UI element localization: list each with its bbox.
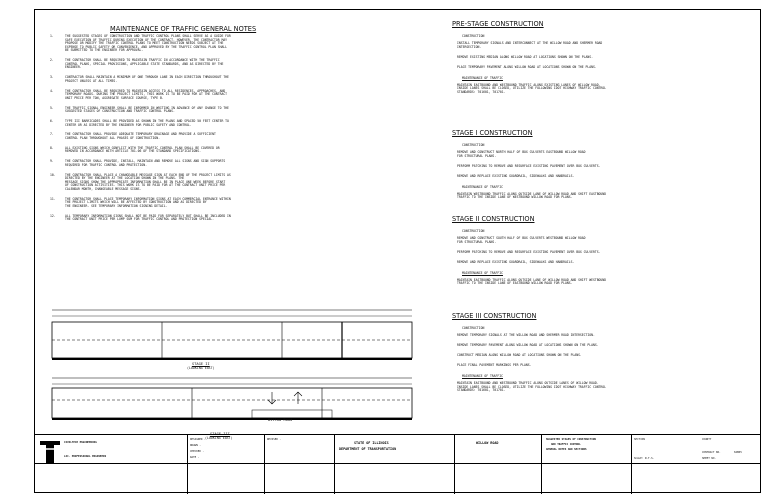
sheet-title-3: GENERAL NOTES AND SECTIONS bbox=[546, 448, 587, 451]
note-text: THE CONTRACTOR SHALL PROVIDE ADEQUATE TEMPORARY DRAINAGE AND PROVIDE A SUFFICIENT CONTROL PLAN THROUGHOUT ALL PHASES OF CONSTRUCTION. bbox=[65, 132, 216, 140]
general-notes-title: MAINTENANCE OF TRAFFIC GENERAL NOTES bbox=[110, 25, 257, 33]
stage-item: PLACE TEMPORARY PAVEMENT ALONG WILLOW ROAD AT LOCATIONS SHOWN ON THE PLANS. bbox=[457, 64, 597, 69]
note-text: ALL TEMPORARY INFORMATION SIGNS SHALL NOT BE PAID FOR SEPARATELY BUT SHALL BE INCLUDED IN THE CONTRACT UNIT PRICE PER LUMP SUM FOR TRAFFIC CONTROL AND PROTECTION SPECIAL. bbox=[65, 213, 231, 222]
stage-subheading: CONSTRUCTION bbox=[462, 229, 485, 233]
stage-subheading: MAINTENANCE OF TRAFFIC bbox=[462, 184, 503, 189]
route-name: WILLOW ROAD bbox=[476, 441, 499, 445]
firm-logo-icon bbox=[40, 441, 60, 463]
note-number: 4. bbox=[50, 88, 54, 93]
firm-license: LIC. PROFESSIONAL ENGINEERS bbox=[64, 455, 107, 458]
note-text: THE CONTRACTOR SHALL PLACE A CHANGEABLE MESSAGE SIGN AT EACH END OF THE PROJECT LIMITS AS DIRECTED BY THE ENGINEER AT THE LOCATION SHOWN IN THE PLANS. THE MESSAGE SIGNS SHOW THE APPROPRIATE INFORMATION SHALL BE IN PLACE ONE WEEK BEFORE START OF CONSTRUCTION ACTIVITIES. THIS WORK IS TO BE PAID FOR AT THE CONTRACT UNIT PRICE PER CALENDAR MONTH, CHANGEABLE MESSAGE SIGNS. bbox=[65, 172, 231, 191]
title-block bbox=[34, 434, 761, 494]
sheet-no-label: SHEET NO. bbox=[702, 457, 717, 460]
stage-title: PRE-STAGE CONSTRUCTION bbox=[452, 20, 544, 28]
stage-item: CONSTRUCT MEDIAN ALONG WILLOW ROAD AT LOCATIONS SHOWN ON THE PLANS. bbox=[457, 353, 582, 357]
stage-item: REMOVE AND REPLACE EXISTING GUARDRAIL, SIDEWALKS AND HANDRAILS. bbox=[457, 259, 575, 264]
road-label: Willow Road bbox=[268, 418, 293, 422]
date-label: DATE - bbox=[190, 456, 200, 459]
note-text: THE CONTRACTOR SHALL PLACE TEMPORARY INFORMATION SIGNS AT EACH COMMERCIAL ENTRANCE WITHIN THE PROJECT LIMITS WHICH WILL BE AFFECTED BY CONSTRUCTION AND AS DIRECTED BY THE ENGINEER. SEE TEMPORARY INFORMATION SIGNING DETAIL. bbox=[65, 196, 231, 208]
stage-title: STAGE I CONSTRUCTION bbox=[452, 129, 533, 137]
section-sub-2: (LOOKING EAST) bbox=[205, 436, 233, 440]
note-number: 2. bbox=[50, 58, 54, 63]
note-number: 6. bbox=[50, 119, 54, 123]
note-text: THE CONTRACTOR SHALL PROVIDE, INSTALL, MAINTAIN AND REMOVE ALL SIGNS AND SIGN SUPPORTS REQUIRED FOR TRAFFIC CONTROL AND PROTECTION. bbox=[65, 159, 226, 167]
note-number: 12. bbox=[50, 213, 56, 218]
arrow-down bbox=[268, 392, 276, 404]
stage-item: REMOVE AND CONSTRUCT NORTH HALF OF BOX CULVERTS EASTBOUND WILLOW ROAD FOR STRUCTURAL PLANS. bbox=[457, 150, 586, 158]
scale-label: SCALE: N.T.S. bbox=[634, 457, 655, 460]
stage-item: PERFORM PATCHING TO REMOVE AND RESURFACE EXISTING PAVEMENT OVER BOX CULVERTS. bbox=[457, 249, 601, 254]
stage-item: INSTALL TEMPORARY SIGNALS AND INTERCONNECT AT THE WILLOW ROAD AND SHERMER ROAD INTERSECTION. bbox=[457, 41, 603, 49]
sheet-title-2: AND TRAFFIC CONTROL bbox=[551, 443, 581, 446]
designed-label: DESIGNED - bbox=[190, 438, 206, 441]
culvert-section-2 bbox=[52, 388, 412, 418]
stage-item: MAINTAIN WESTBOUND TRAFFIC ALONG OUTSIDE LANE OF WILLOW ROAD AND SHIFT EASTBOUND TRAFFIC TO THE INSIDE LANE OF WESTBOUND WILLOW ROAD FOR PLANS. bbox=[457, 191, 607, 200]
note-text: ALL EXISTING SIGNS WHICH CONFLICT WITH THE TRAFFIC CONTROL PLAN SHALL BE COVERED OR REMOVED IN ACCORDANCE WITH ARTICLE 701.06 OF THE STANDARD SPECIFICATIONS. bbox=[65, 145, 220, 154]
stage-item: MAINTAIN EASTBOUND AND WESTBOUND TRAFFIC ALONG EXISTING LANES OF WILLOW ROAD. INSIDE LANES SHALL BE CLOSED, UTILIZE THE FOLLOWING IDOT HIGHWAY TRAFFIC CONTROL STANDARDS: 701601, 701701. bbox=[457, 82, 607, 94]
note-text: TYPE III BARRICADES SHALL BE PROVIDED AS SHOWN IN THE PLANS AND SPACED 50 FEET CENTER TO CENTER OR AS DIRECTED BY THE ENGINEER FOR PUBLIC SAFETY AND CONTROL. bbox=[65, 119, 229, 127]
cross-section-drawings bbox=[42, 300, 432, 432]
stage-subheading: CONSTRUCTION bbox=[462, 326, 485, 330]
note-text: THE SUGGESTED STAGES OF CONSTRUCTION AND TRAFFIC CONTROL PLANS SHALL SERVE AS A GUIDE FOR SAFE EXECUTION OF TRAFFIC DURING EXECUTION OF THE CONTRACT. HOWEVER, THE CONTRACTOR MAY PROPOSE OR MODIFY THE TRAFFIC CONTROL PLANS TO MEET CONSTRUCTION NEEDS SUBJECT AT THE EXPENSE TO PUBLIC SAFETY OR CONVENIENCE, AND APPROVED BY THE TRAFFIC CONTROL PLAN SHALL BE SUBMITTED TO THE ENGINEER FOR APPROVAL. bbox=[65, 34, 231, 53]
section-sub-1: (LOOKING EAST) bbox=[187, 366, 215, 370]
stage-subheading: MAINTENANCE OF TRAFFIC bbox=[462, 374, 503, 378]
note-number: 8. bbox=[50, 145, 54, 150]
note-text: THE CONTRACTOR SHALL BE REQUIRED TO MAINTAIN ACCESS TO ALL RESIDENCES, APPROACHES, AND TEMPORARY ROADS. DURING THE PROJECT LIMITS, THIS WORK IS TO BE PAID FOR AT THE CONTRACT UNIT PRICE PER TON, AGGREGATE SURFACE COURSE, TYPE B. bbox=[65, 88, 228, 100]
county-label: COUNTY bbox=[702, 438, 712, 441]
stage-item: REMOVE EXISTING MEDIAN ALONG WILLOW ROAD AT LOCATIONS SHOWN ON THE PLANS. bbox=[457, 54, 593, 59]
contract-label: CONTRACT NO. bbox=[702, 451, 721, 454]
stage-item: REMOVE TEMPORARY PAVEMENT ALONG WILLOW ROAD AT LOCATIONS SHOWN ON THE PLANS. bbox=[457, 343, 599, 347]
department-name: DEPARTMENT OF TRANSPORTATION bbox=[339, 447, 397, 451]
note-number: 3. bbox=[50, 75, 54, 80]
note-number: 9. bbox=[50, 159, 54, 164]
note-text: CONTRACTOR SHALL MAINTAIN A MINIMUM OF ONE THROUGH LANE IN EACH DIRECTION THROUGHOUT THE PROJECT UNLESS AT ALL TIMES. bbox=[65, 75, 229, 83]
note-text: THE TRAFFIC SIGNAL ENGINEER SHALL BE INFORMED IN WRITING IN ADVANCE OF ANY CHANGE TO THE SUGGESTED STAGES OF CONSTRUCTION AND TRAFFIC CONTROL PLANS. bbox=[65, 105, 229, 114]
stage-item: REMOVE AND CONSTRUCT SOUTH HALF OF BOX CULVERTS WESTBOUND WILLOW ROAD FOR STRUCTURAL PLANS. bbox=[457, 236, 586, 244]
section-label-1: STAGE II bbox=[192, 362, 210, 366]
drawn-label: DRAWN - bbox=[190, 444, 201, 447]
note-number: 10. bbox=[50, 172, 56, 177]
stage-title: STAGE II CONSTRUCTION bbox=[452, 215, 535, 223]
note-text: THE CONTRACTOR SHALL BE REQUIRED TO MAINTAIN TRAFFIC IN ACCORDANCE WITH THE TRAFFIC CONTROL PLANS, SPECIAL PROVISIONS, APPLICABLE STATE STANDARDS, AND AS DIRECTED BY THE ENGINEER. bbox=[65, 58, 224, 70]
checked-label: CHECKED - bbox=[190, 450, 205, 453]
contract-number: 62B05 bbox=[734, 451, 742, 454]
stage-subheading: MAINTENANCE OF TRAFFIC bbox=[462, 270, 503, 275]
sheet-title-1: SUGGESTED STAGES OF CONSTRUCTION bbox=[546, 438, 596, 441]
stage-subheading: CONSTRUCTION bbox=[462, 143, 485, 147]
stage-item: PLACE FINAL PAVEMENT MARKINGS PER PLANS. bbox=[457, 363, 532, 367]
stage-subheading: CONSTRUCTION bbox=[462, 34, 485, 38]
revised-label: REVISED - bbox=[267, 438, 282, 441]
state-name: STATE OF ILLINOIS bbox=[354, 441, 389, 445]
note-number: 1. bbox=[50, 34, 54, 38]
stage-item: MAINTAIN EASTBOUND TRAFFIC ALONG OUTSIDE LANE OF WILLOW ROAD AND SHIFT WESTBOUND TRAFFIC TO THE INSIDE LANE OF EASTBOUND WILLOW ROAD FOR PLANS. bbox=[457, 277, 607, 286]
section-label-2: STAGE III bbox=[210, 432, 230, 436]
note-number: 7. bbox=[50, 132, 54, 137]
arrow-up bbox=[294, 392, 302, 404]
stage-item: PERFORM PATCHING TO REMOVE AND RESURFACE EXISTING PAVEMENT OVER BOX CULVERTS. bbox=[457, 163, 601, 168]
stage-item: REMOVE TEMPORARY SIGNALS AT THE WILLOW ROAD AND SHERMER ROAD INTERSECTION. bbox=[457, 333, 595, 337]
stage-title: STAGE III CONSTRUCTION bbox=[452, 312, 537, 320]
firm-name: CIVILTECH ENGINEERING bbox=[64, 441, 97, 444]
section-label: SECTION bbox=[634, 438, 645, 441]
note-number: 5. bbox=[50, 105, 54, 110]
stage-item: REMOVE AND REPLACE EXISTING GUARDRAIL, SIDEWALKS AND HANDRAILS. bbox=[457, 173, 575, 178]
stage-item: MAINTAIN EASTBOUND AND WESTBOUND TRAFFIC ALONG OUTSIDE LANES OF WILLOW ROAD. INSIDE LANES SHALL BE CLOSED, UTILIZE THE FOLLOWING IDOT HIGHWAY TRAFFIC CONTROL STANDARDS: 701601, 701701. bbox=[457, 381, 607, 393]
stage-subheading: MAINTENANCE OF TRAFFIC bbox=[462, 75, 503, 80]
note-number: 11. bbox=[50, 196, 56, 201]
